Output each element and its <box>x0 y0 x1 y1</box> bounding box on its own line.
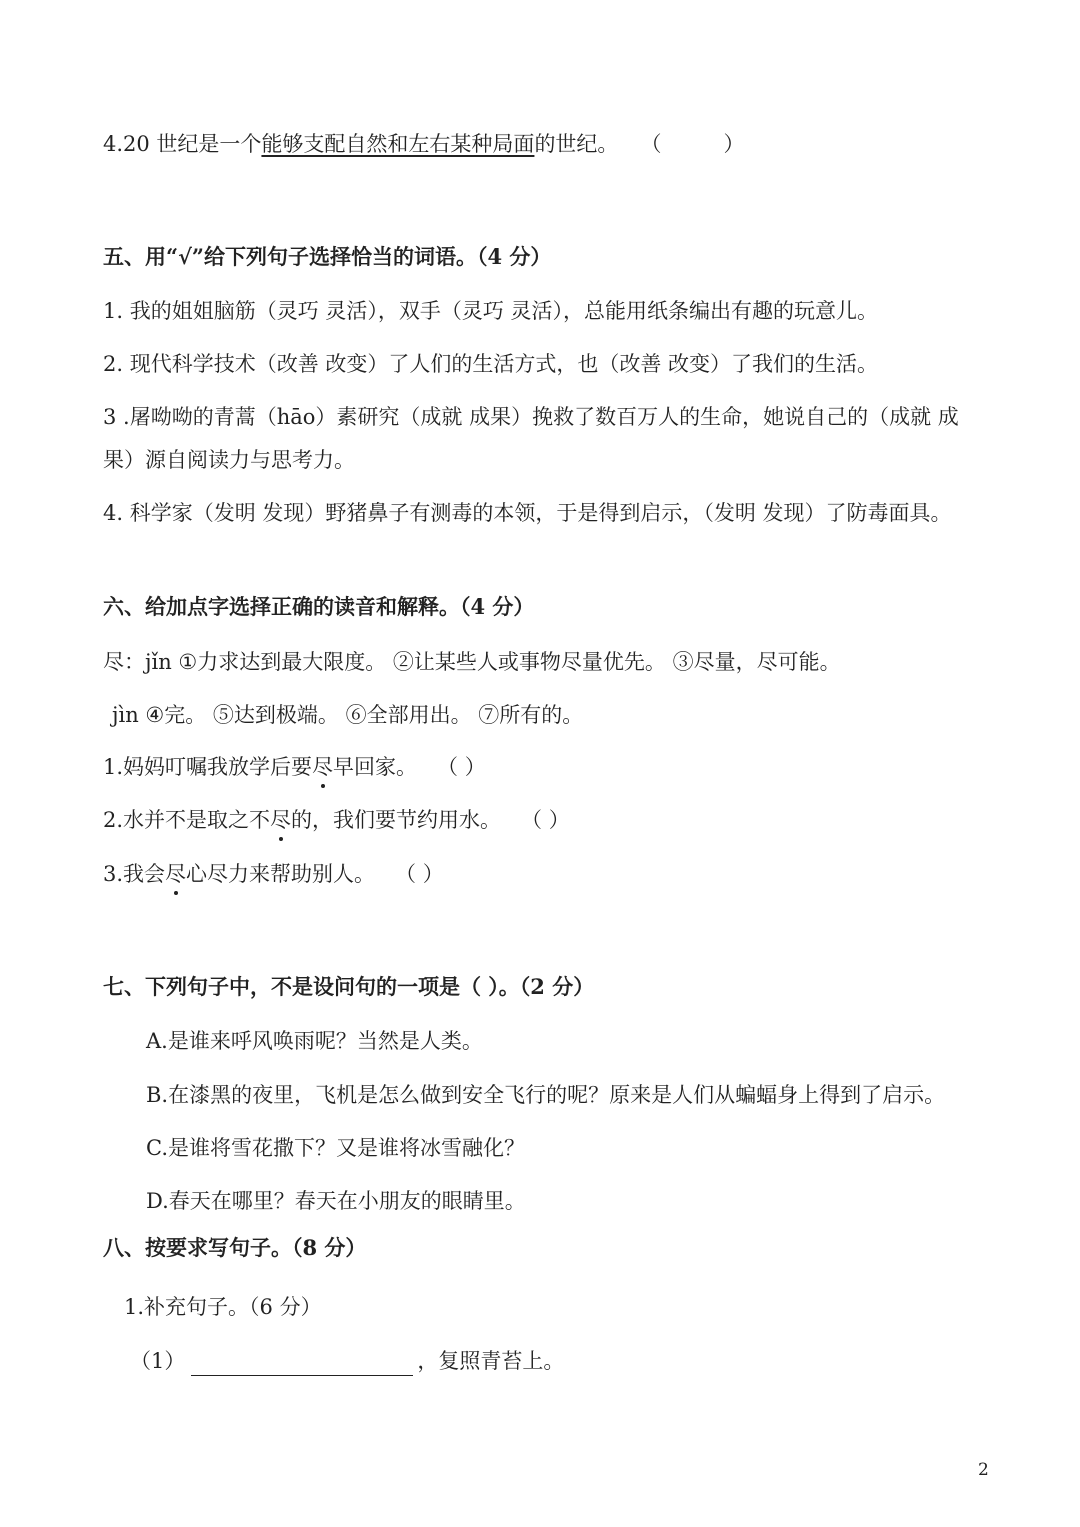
option-a: A.是谁来呼风唤雨呢？当然是人类。 <box>146 1029 483 1053</box>
item-4-underlined-phrase: 能够支配自然和左右某种局面 <box>261 132 535 156</box>
answer-bracket-close: ） <box>723 132 745 156</box>
dotted-character: 尽 <box>312 752 333 782</box>
section-6-question-1: 1.妈妈叮嘱我放学后要尽早回家。 （ ） <box>103 752 486 782</box>
dotted-character: 尽 <box>165 859 186 889</box>
page-number: 2 <box>978 1460 989 1480</box>
option-c: C.是谁将雪花撒下？又是谁将冰雪融化？ <box>146 1136 525 1160</box>
dotted-character: 尽 <box>270 805 291 835</box>
section-6-heading: 六、给加点字选择正确的读音和解释。（4 分） <box>103 594 535 619</box>
section-5-item-2: 2. 现代科学技术（改善 改变）了人们的生活方式，也（改善 改变）了我们的生活。 <box>103 352 879 376</box>
section-5-item-4: 4. 科学家（发明 发现）野猪鼻子有测毒的本领，于是得到启示，（发明 发现）了防毒面具。 <box>103 501 952 525</box>
section-5-item-3-continued: 果）源自阅读力与思考力。 <box>103 448 355 472</box>
answer-bracket: （ ） <box>521 808 570 832</box>
option-d: D.春天在哪里？春天在小朋友的眼睛里。 <box>146 1189 526 1213</box>
item-4-prefix: 4.20 世纪是一个 <box>103 132 262 156</box>
sub-question-1: 1.补充句子。（6 分） <box>124 1295 322 1319</box>
section-5-item-3: 3 .屠呦呦的青蒿（hāo）素研究（成就 成果）挽救了数百万人的生命，她说自己的（成就 成 <box>103 405 959 429</box>
item-4 <box>103 129 744 159</box>
option-b: B.在漆黑的夜里，飞机是怎么做到安全飞行的呢？原来是人们从蝙蝠身上得到了启示。 <box>146 1083 946 1107</box>
fill-in-sentence-1: （1） ，复照青苔上。 <box>130 1346 564 1376</box>
section-7-heading: 七、下列句子中，不是设问句的一项是（ ）。（2 分） <box>103 974 595 999</box>
definition-jin3: 尽：jǐn ①力求达到最大限度。 ②让某些人或事物尽量优先。 ③尽量，尽可能。 <box>103 650 841 674</box>
section-6-question-3: 3.我会尽心尽力来帮助别人。 （ ） <box>103 859 444 889</box>
section-5-item-1: 1. 我的姐姐脑筋（灵巧 灵活），双手（灵巧 灵活），总能用纸条编出有趣的玩意儿。 <box>103 299 879 323</box>
item-4-suffix: 的世纪。 <box>534 132 619 156</box>
answer-bracket-open: （ <box>640 132 662 156</box>
section-8-heading: 八、按要求写句子。（8 分） <box>103 1235 367 1260</box>
answer-bracket: （ ） <box>437 755 486 779</box>
definition-jin4: jìn ④完。 ⑤达到极端。 ⑥全部用出。 ⑦所有的。 <box>112 703 584 727</box>
section-6-question-2: 2.水并不是取之不尽的，我们要节约用水。 （ ） <box>103 805 570 835</box>
answer-bracket: （ ） <box>395 862 444 886</box>
section-5-heading: 五、用“√”给下列句子选择恰当的词语。（4 分） <box>103 244 552 269</box>
answer-blank[interactable] <box>191 1349 413 1376</box>
